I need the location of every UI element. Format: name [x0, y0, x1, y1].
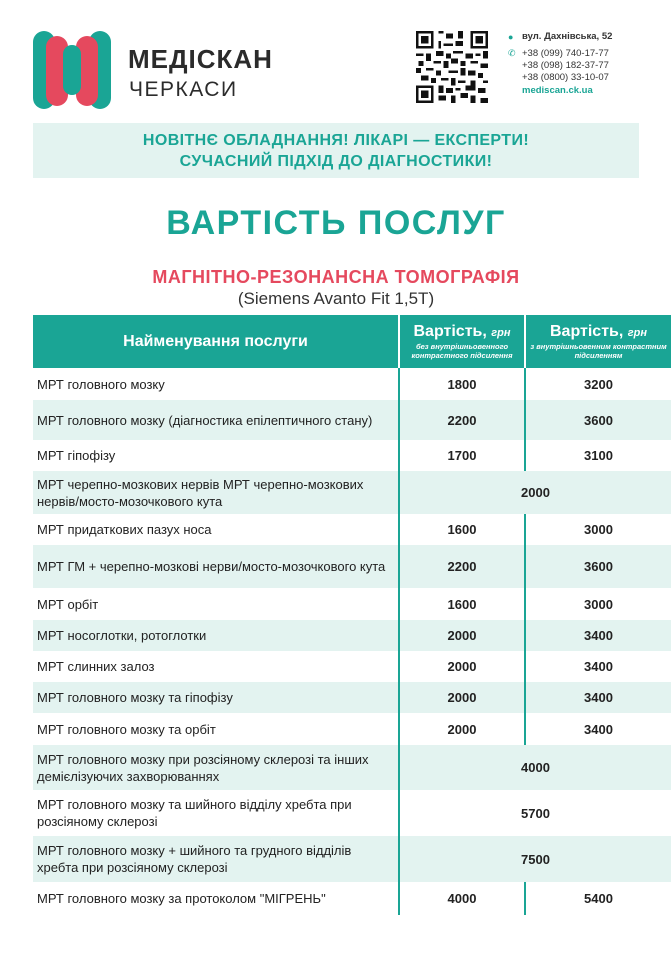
slogan-line-2: СУЧАСНИЙ ПІДХІД ДО ДІАГНОСТИКИ!: [179, 152, 493, 170]
phone-icon: ✆: [508, 48, 516, 58]
price-without-contrast: 1700: [399, 440, 525, 471]
slogan-banner: [33, 123, 639, 178]
phone-3[interactable]: +38 (0800) 33-10-07: [522, 72, 609, 83]
service-name: МРТ ГМ + черепно-мозкові нерви/мосто-мозочкового кута: [33, 545, 399, 588]
service-name: МРТ черепно-мозкових нервів МРТ черепно-мозкових нервів/мосто-мозочкового кута: [33, 471, 399, 514]
price2-unit: грн: [627, 327, 647, 339]
header: [0, 0, 672, 118]
col-header-price1: [399, 315, 525, 368]
table-row: [33, 745, 671, 790]
slogan-line-1: НОВІТНЄ ОБЛАДНАННЯ! ЛІКАРІ — ЕКСПЕРТИ!: [142, 131, 530, 149]
service-name: МРТ головного мозку та гіпофізу: [33, 682, 399, 713]
price-without-contrast: 2000: [399, 620, 525, 651]
service-name: МРТ носоглотки, ротоглотки: [33, 620, 399, 651]
price-merged: 7500: [399, 836, 671, 882]
service-name: МРТ орбіт: [33, 588, 399, 620]
table-row: [33, 471, 671, 514]
address: вул. Дахнівська, 52: [522, 31, 613, 42]
price-with-contrast: 3000: [525, 514, 671, 545]
location-pin-icon: ●: [508, 32, 514, 42]
price1-label: Вартість,: [413, 323, 487, 340]
table-row: [33, 882, 671, 915]
website-link[interactable]: mediscan.ck.ua: [522, 85, 593, 96]
table-header-row: [33, 315, 671, 368]
table-row: [33, 400, 671, 440]
table-row: [33, 514, 671, 545]
qr-code-icon: [416, 31, 488, 103]
service-name: МРТ гіпофізу: [33, 440, 399, 471]
phone-1[interactable]: +38 (099) 740-17-77: [522, 48, 609, 59]
table-row: [33, 368, 671, 400]
service-name: МРТ головного мозку + шийного та грудного відділів хребта при розсіяному склерозі: [33, 836, 399, 882]
price-merged: 4000: [399, 745, 671, 790]
price-with-contrast: 3600: [525, 545, 671, 588]
table-row: [33, 651, 671, 682]
price-with-contrast: 3400: [525, 651, 671, 682]
price-without-contrast: 1600: [399, 514, 525, 545]
price-with-contrast: 3100: [525, 440, 671, 471]
section-title: МАГНІТНО-РЕЗОНАНСНА ТОМОГРАФІЯ: [152, 267, 520, 287]
price-with-contrast: 3600: [525, 400, 671, 440]
price-with-contrast: 3400: [525, 682, 671, 713]
table-row: [33, 588, 671, 620]
price-with-contrast: 3200: [525, 368, 671, 400]
table-row: [33, 620, 671, 651]
table-row: [33, 836, 671, 882]
table-row: [33, 790, 671, 836]
price1-unit: грн: [491, 327, 511, 339]
price-merged: 5700: [399, 790, 671, 836]
brand-city: ЧЕРКАСИ: [129, 78, 238, 101]
brand-name: МЕДІСКАН: [128, 44, 273, 74]
price-table: [33, 315, 671, 915]
table-row: [33, 440, 671, 471]
col-header-name: Найменування послуги: [33, 315, 399, 368]
col-header-price2: [525, 315, 671, 368]
mediscan-logo-icon: [33, 31, 111, 109]
service-name: МРТ головного мозку (діагностика епілептичного стану): [33, 400, 399, 440]
price-with-contrast: 3400: [525, 620, 671, 651]
service-name: МРТ головного мозку та шийного відділу хребта при розсіяному склерозі: [33, 790, 399, 836]
price-with-contrast: 5400: [525, 882, 671, 915]
table-row: [33, 545, 671, 588]
price-without-contrast: 2000: [399, 682, 525, 713]
price-with-contrast: 3400: [525, 713, 671, 745]
service-name: МРТ головного мозку за протоколом "МІГРЕНЬ": [33, 882, 399, 915]
service-name: МРТ головного мозку та орбіт: [33, 713, 399, 745]
service-name: МРТ придаткових пазух носа: [33, 514, 399, 545]
price-without-contrast: 1600: [399, 588, 525, 620]
service-name: МРТ головного мозку при розсіяному склерозі та інших демієлізуючих захворюваннях: [33, 745, 399, 790]
price-without-contrast: 2200: [399, 400, 525, 440]
price2-note: з внутрішньовенним контрастним підсиленням: [530, 342, 667, 360]
page-title: ВАРТІСТЬ ПОСЛУГ: [166, 204, 506, 242]
phone-2[interactable]: +38 (098) 182-37-77: [522, 60, 609, 71]
price-without-contrast: 2200: [399, 545, 525, 588]
table-row: [33, 713, 671, 745]
price-merged: 2000: [399, 471, 671, 514]
price-without-contrast: 2000: [399, 651, 525, 682]
equipment-label: (Siemens Avanto Fit 1,5T): [237, 289, 435, 308]
table-row: [33, 682, 671, 713]
price-with-contrast: 3000: [525, 588, 671, 620]
price-without-contrast: 2000: [399, 713, 525, 745]
price-without-contrast: 4000: [399, 882, 525, 915]
price-without-contrast: 1800: [399, 368, 525, 400]
service-name: МРТ головного мозку: [33, 368, 399, 400]
service-name: МРТ слинних залоз: [33, 651, 399, 682]
price2-label: Вартість,: [550, 323, 624, 340]
price1-note: без внутрішньовенного контрастного підсилення: [411, 342, 513, 360]
